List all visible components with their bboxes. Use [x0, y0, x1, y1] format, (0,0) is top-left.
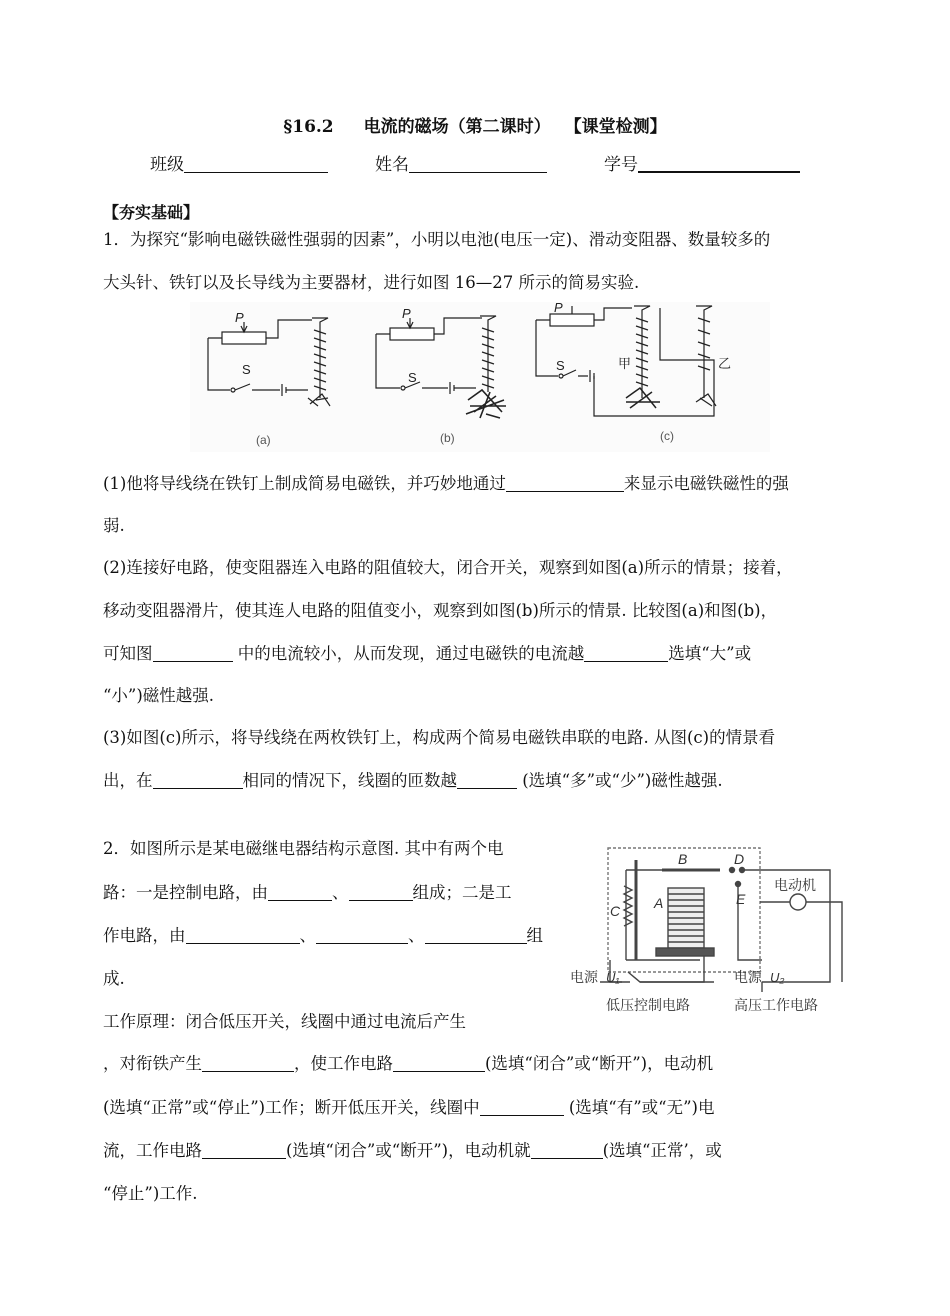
q2-l6-text-a: ，对衔铁产生	[103, 1054, 202, 1073]
q2-l8-text-a: 流，工作电路	[103, 1141, 202, 1160]
q2-blank-9[interactable]	[202, 1142, 286, 1159]
section-number: §16.2	[283, 117, 334, 137]
class-label: 班级	[150, 155, 184, 175]
q2-line4: 成.	[103, 969, 125, 988]
q1-part1-line1	[103, 470, 789, 494]
experiment-figure	[190, 302, 770, 452]
q2-line7	[103, 1094, 715, 1118]
page-title	[0, 112, 950, 137]
q1-blank-1[interactable]	[506, 475, 624, 492]
q1-p1-text-a: (1)他将导线绕在铁钉上制成简易电磁铁，并巧妙地通过	[103, 474, 506, 493]
fig-b-p-label: P	[402, 306, 411, 321]
label-d: D	[734, 851, 745, 867]
q1-part1-line2: 弱.	[103, 516, 125, 535]
q2-blank-4[interactable]	[316, 927, 408, 944]
q2-line3	[103, 922, 543, 946]
q1-intro-line2: 大头针、铁钉以及长导线为主要器材，进行如图 16—27 所示的简易实验.	[103, 273, 640, 292]
q1-part2-line4: “小”)磁性越强.	[103, 686, 215, 705]
q2-l6-text-c: (选填“闭合”或“断开”)，电动机	[485, 1054, 714, 1073]
q2-line9: “停止”)工作.	[103, 1184, 198, 1203]
q2-l2-text-a: 路：一是控制电路，由	[103, 883, 268, 902]
motor-label: 电动机	[774, 877, 816, 893]
q2-l6-text-b: ，使工作电路	[294, 1054, 393, 1073]
q2-blank-8[interactable]	[480, 1099, 564, 1116]
fig-b-s-label: S	[408, 370, 417, 385]
relay-figure	[570, 840, 860, 1018]
source1-label: 电源	[570, 969, 598, 985]
name-field	[375, 150, 547, 175]
q2-line1: 2．如图所示是某电磁继电器结构示意图. 其中有两个电	[103, 839, 504, 858]
q1-p3-text-b: 相同的情况下，线圈的匝数越	[242, 771, 457, 790]
q2-l8-text-b: (选填“闭合”或“断开”)，电动机就	[286, 1141, 531, 1160]
q2-blank-6[interactable]	[202, 1055, 294, 1072]
q1-blank-2[interactable]	[153, 645, 233, 662]
q2-blank-7[interactable]	[393, 1055, 485, 1072]
label-e: E	[736, 891, 746, 907]
q2-line6	[103, 1050, 713, 1074]
name-blank[interactable]	[409, 156, 547, 173]
fig-a-caption: (a)	[256, 433, 271, 447]
q1-part2-line1: (2)连接好电路，使变阻器连入电路的阻值较大，闭合开关，观察到如图(a)所示的情景；接着，	[103, 558, 793, 577]
q2-line8	[103, 1137, 722, 1161]
label-b: B	[678, 851, 688, 867]
q2-l3-text-c: 、	[408, 926, 425, 945]
fig-c-s-label: S	[556, 358, 565, 373]
q2-blank-1[interactable]	[268, 884, 332, 901]
q2-l7-text-a: (选填“正常”或“停止”)工作；断开低压开关，线圈中	[103, 1098, 480, 1117]
q2-l7-text-b: (选填“有”或“无”)电	[563, 1098, 715, 1117]
id-field	[604, 150, 800, 175]
q2-line2	[103, 879, 512, 903]
q1-part3-line2	[103, 767, 723, 791]
q1-p3-text-c: (选填“多”或“少”)磁性越强.	[517, 771, 723, 790]
u2-label: U₂	[770, 970, 785, 985]
name-label: 姓名	[375, 155, 409, 175]
q1-blank-5[interactable]	[457, 772, 517, 789]
low-circuit-label: 低压控制电路	[606, 997, 690, 1013]
q2-blank-10[interactable]	[531, 1142, 603, 1159]
fig-c-jia-label: 甲	[618, 356, 632, 371]
q1-part3-line1: (3)如图(c)所示，将导线绕在两枚铁钉上，构成两个简易电磁铁串联的电路. 从图(c)的情景看	[103, 728, 776, 747]
class-blank[interactable]	[184, 156, 328, 173]
q1-part2-line2: 移动变阻器滑片，使其连人电路的阻值变小，观察到如图(b)所示的情景. 比较图(a)和图(b)，	[103, 601, 778, 620]
q2-l3-text-a: 作电路，由	[103, 926, 186, 945]
lesson-tag: 【课堂检测】	[564, 117, 667, 137]
q1-p2-text-b: 中的电流较小，从而发现，通过电磁铁的电流越	[232, 644, 585, 663]
q1-p2-text-a: 可知图	[103, 644, 153, 663]
q2-l2-text-b: 、	[332, 883, 349, 902]
fig-c-p-label: P	[554, 302, 563, 315]
q2-l3-text-d: 组	[526, 926, 543, 945]
q1-blank-3[interactable]	[584, 645, 668, 662]
fig-a-s-label: S	[242, 362, 251, 377]
id-blank[interactable]	[638, 155, 800, 173]
q1-p1-text-b: 来显示电磁铁磁性的强	[623, 474, 789, 493]
q1-blank-4[interactable]	[153, 772, 243, 789]
id-label: 学号	[604, 155, 638, 175]
source2-label: 电源	[734, 969, 762, 985]
fig-b-caption: (b)	[440, 431, 455, 445]
q1-p3-text-a: 出，在	[103, 771, 153, 790]
q2-blank-2[interactable]	[349, 884, 413, 901]
q2-l3-text-b: 、	[299, 926, 316, 945]
label-c: C	[610, 903, 621, 919]
section-heading: 【夯实基础】	[103, 203, 200, 222]
label-a: A	[654, 895, 664, 911]
q1-part2-line3	[103, 640, 751, 664]
q2-l2-text-c: 组成；二是工	[412, 883, 512, 902]
q2-l8-text-c: (选填“正常’，或	[602, 1141, 722, 1160]
q1-intro-line1: 1．为探究“影响电磁铁磁性强弱的因素”，小明以电池(电压一定)、滑动变阻器、数量较多的	[103, 230, 771, 249]
high-circuit-label: 高压工作电路	[734, 997, 818, 1013]
q2-blank-5[interactable]	[425, 927, 527, 944]
fig-a-p-label: P	[235, 310, 244, 325]
u1-label: U₁	[606, 970, 620, 985]
lesson-title: 电流的磁场（第二课时）	[363, 117, 551, 137]
fig-c-yi-label: 乙	[718, 356, 732, 371]
q1-p2-text-c: 选填“大”或	[668, 644, 752, 663]
q2-line5: 工作原理：闭合低压开关，线圈中通过电流后产生	[103, 1012, 466, 1031]
fig-c-caption: (c)	[660, 429, 674, 443]
class-field	[150, 150, 328, 175]
q2-blank-3[interactable]	[186, 927, 300, 944]
